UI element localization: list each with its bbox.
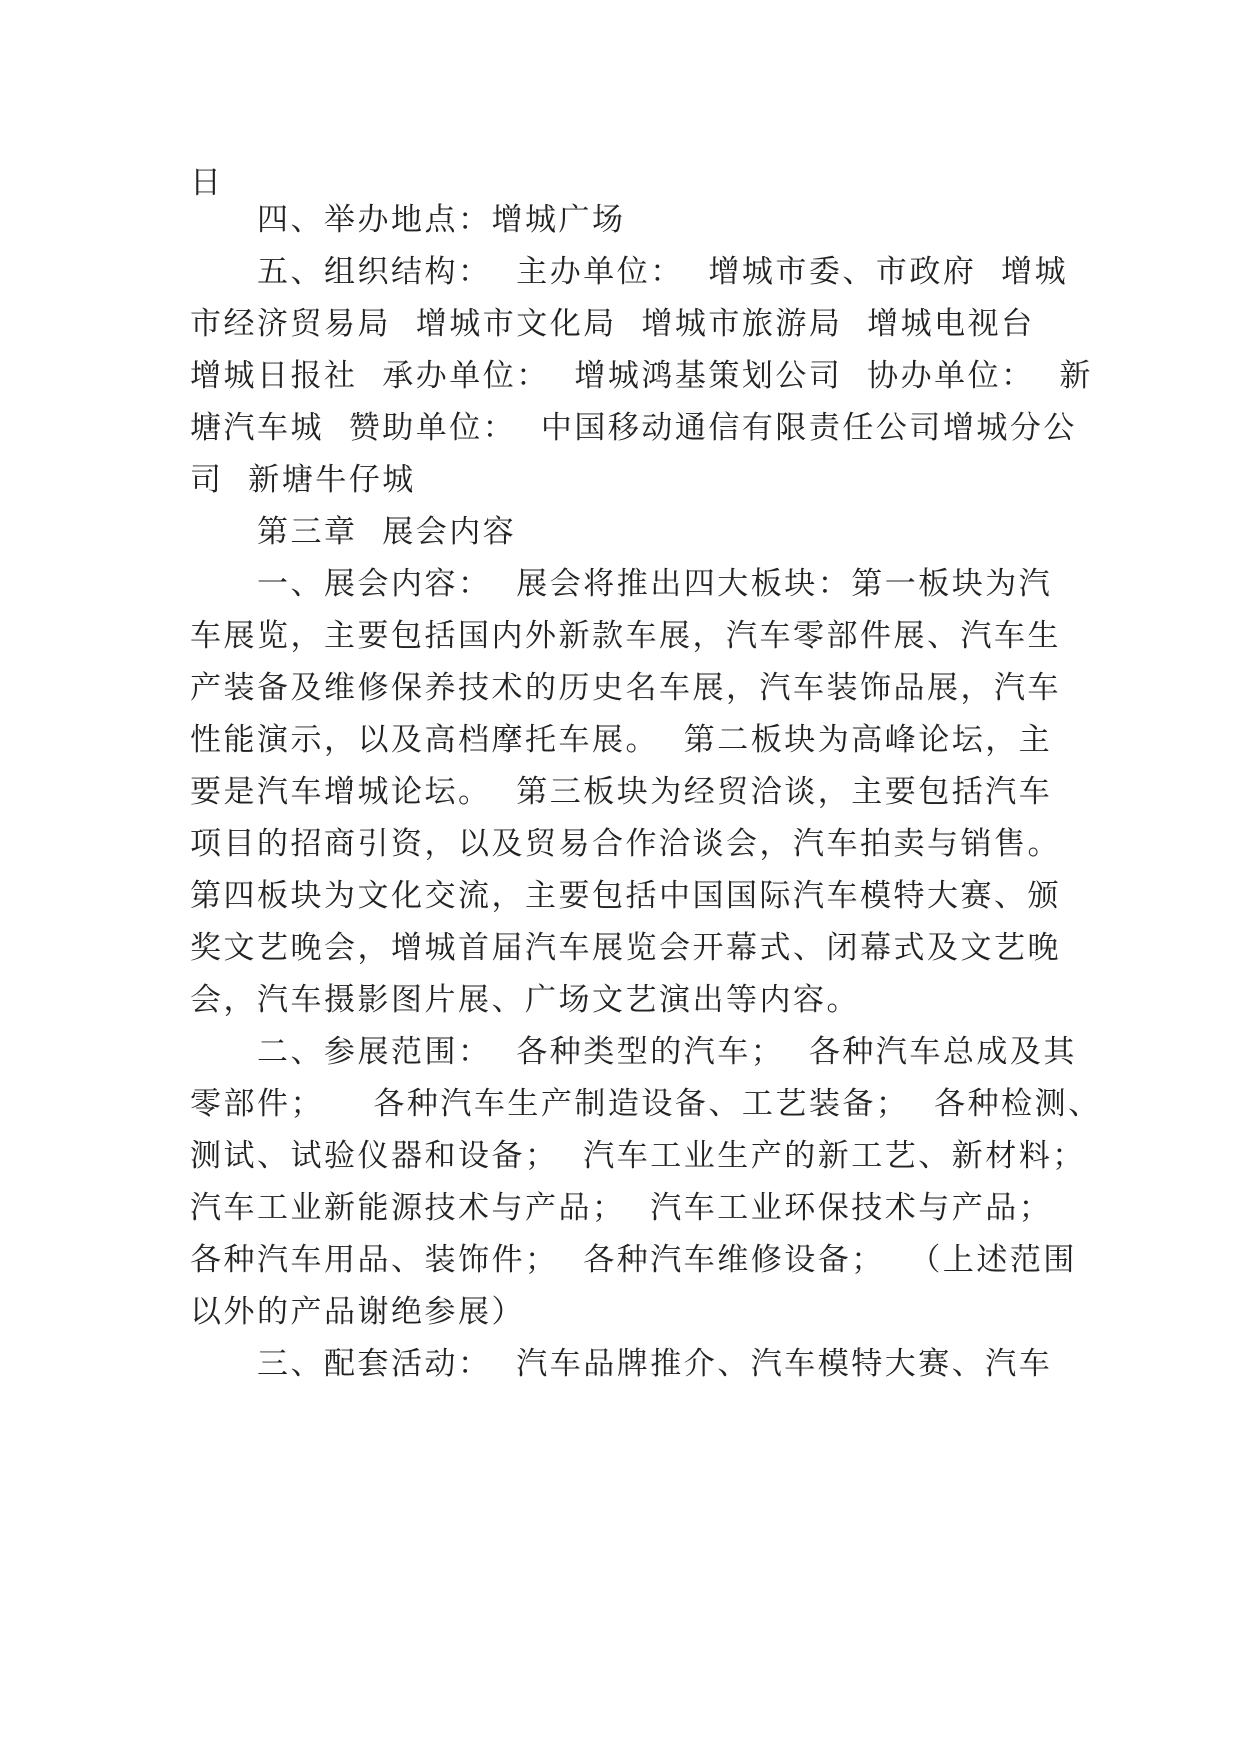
- text-line: 项目的招商引资，以及贸易合作洽谈会，汽车拍卖与销售。: [190, 826, 1061, 862]
- text-line: 司 新塘牛仔城: [190, 462, 416, 498]
- text-line: 车展览，主要包括国内外新款车展，汽车零部件展、汽车生: [190, 618, 1061, 654]
- text-line: 各种汽车用品、装饰件； 各种汽车维修设备； （上述范围: [190, 1242, 1077, 1278]
- text-line: 会，汽车摄影图片展、广场文艺演出等内容。: [190, 982, 860, 1018]
- text-line: 测试、试验仪器和设备； 汽车工业生产的新工艺、新材料；: [190, 1138, 1086, 1174]
- text-line: 性能演示，以及高档摩托车展。 第二板块为高峰论坛，主: [190, 722, 1053, 758]
- text-line: 奖文艺晚会，增城首届汽车展览会开幕式、闭幕式及文艺晚: [190, 930, 1061, 966]
- text-line: 汽车工业新能源技术与产品； 汽车工业环保技术与产品；: [190, 1190, 1053, 1226]
- text-line: 要是汽车增城论坛。 第三板块为经贸洽谈，主要包括汽车: [190, 774, 1053, 810]
- text-line: 增城日报社 承办单位： 增城鸿基策划公司 协办单位： 新: [190, 358, 1093, 394]
- text-line: 产装备及维修保养技术的历史名车展，汽车装饰品展，汽车: [190, 670, 1061, 706]
- text-line: 二、参展范围： 各种类型的汽车； 各种汽车总成及其: [257, 1034, 1077, 1070]
- text-line: 第四板块为文化交流，主要包括中国国际汽车模特大赛、颁: [190, 878, 1061, 914]
- text-line: 四、举办地点：增城广场: [257, 202, 626, 238]
- text-line: 三、配套活动： 汽车品牌推介、汽车模特大赛、汽车: [257, 1346, 1053, 1382]
- text-line: 塘汽车城 赞助单位： 中国移动通信有限责任公司增城分公: [190, 410, 1077, 446]
- chapter-heading: 第三章 展会内容: [257, 514, 517, 550]
- text-line: 市经济贸易局 增城市文化局 增城市旅游局 增城电视台: [190, 306, 1035, 342]
- text-line: 零部件； 各种汽车生产制造设备、工艺装备； 各种检测、: [190, 1086, 1102, 1122]
- text-line: 以外的产品谢绝参展）: [190, 1294, 525, 1330]
- text-line: 一、展会内容： 展会将推出四大板块：第一板块为汽: [257, 566, 1053, 602]
- text-line: 日: [190, 165, 224, 201]
- text-line: 五、组织结构： 主办单位： 增城市委、市政府 增城: [257, 254, 1069, 290]
